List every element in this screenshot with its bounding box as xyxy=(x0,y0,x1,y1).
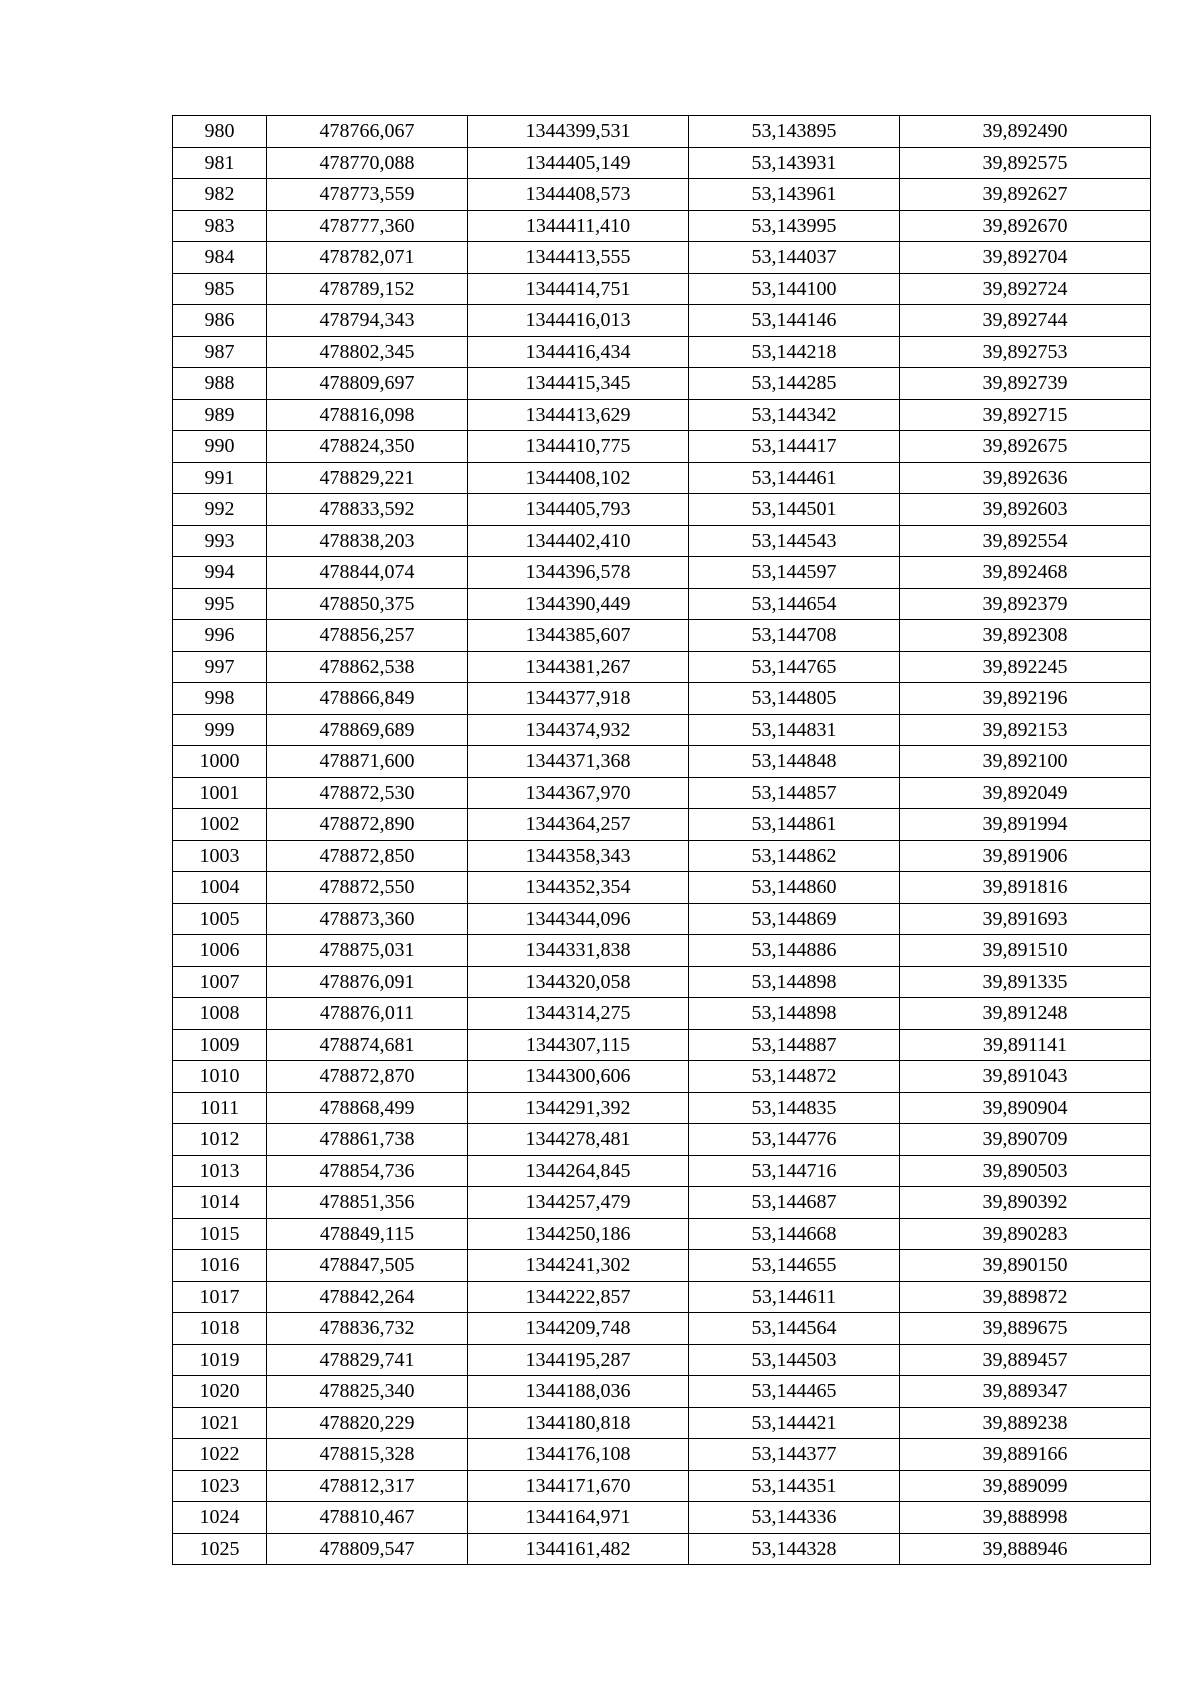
table-row xyxy=(173,588,1151,620)
point-number-cell: 1004 xyxy=(173,872,267,904)
latitude-cell: 53,144328 xyxy=(689,1533,900,1565)
x-coordinate-cell: 478850,375 xyxy=(267,588,468,620)
point-number-cell: 1017 xyxy=(173,1281,267,1313)
point-number-cell: 981 xyxy=(173,147,267,179)
point-number-cell: 987 xyxy=(173,336,267,368)
longitude-cell: 39,890392 xyxy=(900,1187,1151,1219)
latitude-cell: 53,143961 xyxy=(689,179,900,211)
latitude-cell: 53,144869 xyxy=(689,903,900,935)
point-number-cell: 1018 xyxy=(173,1313,267,1345)
longitude-cell: 39,890904 xyxy=(900,1092,1151,1124)
x-coordinate-cell: 478875,031 xyxy=(267,935,468,967)
table-row xyxy=(173,1313,1151,1345)
x-coordinate-cell: 478856,257 xyxy=(267,620,468,652)
y-coordinate-cell: 1344410,775 xyxy=(468,431,689,463)
latitude-cell: 53,144417 xyxy=(689,431,900,463)
x-coordinate-cell: 478872,850 xyxy=(267,840,468,872)
point-number-cell: 986 xyxy=(173,305,267,337)
latitude-cell: 53,144351 xyxy=(689,1470,900,1502)
table-row xyxy=(173,242,1151,274)
x-coordinate-cell: 478770,088 xyxy=(267,147,468,179)
x-coordinate-cell: 478876,011 xyxy=(267,998,468,1030)
y-coordinate-cell: 1344414,751 xyxy=(468,273,689,305)
x-coordinate-cell: 478872,890 xyxy=(267,809,468,841)
table-row xyxy=(173,1187,1151,1219)
table-row xyxy=(173,1092,1151,1124)
point-number-cell: 1020 xyxy=(173,1376,267,1408)
y-coordinate-cell: 1344180,818 xyxy=(468,1407,689,1439)
longitude-cell: 39,891335 xyxy=(900,966,1151,998)
latitude-cell: 53,144872 xyxy=(689,1061,900,1093)
x-coordinate-cell: 478809,547 xyxy=(267,1533,468,1565)
latitude-cell: 53,144342 xyxy=(689,399,900,431)
longitude-cell: 39,892704 xyxy=(900,242,1151,274)
longitude-cell: 39,892744 xyxy=(900,305,1151,337)
y-coordinate-cell: 1344291,392 xyxy=(468,1092,689,1124)
latitude-cell: 53,144831 xyxy=(689,714,900,746)
y-coordinate-cell: 1344405,149 xyxy=(468,147,689,179)
longitude-cell: 39,888998 xyxy=(900,1502,1151,1534)
longitude-cell: 39,889238 xyxy=(900,1407,1151,1439)
table-row xyxy=(173,1376,1151,1408)
point-number-cell: 1006 xyxy=(173,935,267,967)
y-coordinate-cell: 1344416,434 xyxy=(468,336,689,368)
point-number-cell: 1000 xyxy=(173,746,267,778)
latitude-cell: 53,144716 xyxy=(689,1155,900,1187)
longitude-cell: 39,892636 xyxy=(900,462,1151,494)
y-coordinate-cell: 1344300,606 xyxy=(468,1061,689,1093)
table-row xyxy=(173,683,1151,715)
latitude-cell: 53,144564 xyxy=(689,1313,900,1345)
latitude-cell: 53,144100 xyxy=(689,273,900,305)
x-coordinate-cell: 478789,152 xyxy=(267,273,468,305)
table-row xyxy=(173,1250,1151,1282)
longitude-cell: 39,892245 xyxy=(900,651,1151,683)
longitude-cell: 39,892575 xyxy=(900,147,1151,179)
latitude-cell: 53,143995 xyxy=(689,210,900,242)
longitude-cell: 39,891510 xyxy=(900,935,1151,967)
point-number-cell: 1025 xyxy=(173,1533,267,1565)
latitude-cell: 53,144218 xyxy=(689,336,900,368)
point-number-cell: 1013 xyxy=(173,1155,267,1187)
latitude-cell: 53,144687 xyxy=(689,1187,900,1219)
latitude-cell: 53,144377 xyxy=(689,1439,900,1471)
x-coordinate-cell: 478829,741 xyxy=(267,1344,468,1376)
y-coordinate-cell: 1344209,748 xyxy=(468,1313,689,1345)
longitude-cell: 39,891994 xyxy=(900,809,1151,841)
x-coordinate-cell: 478782,071 xyxy=(267,242,468,274)
x-coordinate-cell: 478873,360 xyxy=(267,903,468,935)
longitude-cell: 39,892753 xyxy=(900,336,1151,368)
y-coordinate-cell: 1344171,670 xyxy=(468,1470,689,1502)
point-number-cell: 1003 xyxy=(173,840,267,872)
y-coordinate-cell: 1344408,573 xyxy=(468,179,689,211)
y-coordinate-cell: 1344381,267 xyxy=(468,651,689,683)
latitude-cell: 53,144886 xyxy=(689,935,900,967)
coordinates-table xyxy=(172,115,1151,1565)
x-coordinate-cell: 478829,221 xyxy=(267,462,468,494)
longitude-cell: 39,889872 xyxy=(900,1281,1151,1313)
latitude-cell: 53,144776 xyxy=(689,1124,900,1156)
table-row xyxy=(173,1061,1151,1093)
table-row xyxy=(173,210,1151,242)
y-coordinate-cell: 1344405,793 xyxy=(468,494,689,526)
longitude-cell: 39,890709 xyxy=(900,1124,1151,1156)
x-coordinate-cell: 478854,736 xyxy=(267,1155,468,1187)
table-row xyxy=(173,336,1151,368)
x-coordinate-cell: 478777,360 xyxy=(267,210,468,242)
point-number-cell: 1009 xyxy=(173,1029,267,1061)
x-coordinate-cell: 478809,697 xyxy=(267,368,468,400)
longitude-cell: 39,891043 xyxy=(900,1061,1151,1093)
table-row xyxy=(173,777,1151,809)
latitude-cell: 53,144461 xyxy=(689,462,900,494)
longitude-cell: 39,892308 xyxy=(900,620,1151,652)
latitude-cell: 53,144848 xyxy=(689,746,900,778)
longitude-cell: 39,889166 xyxy=(900,1439,1151,1471)
x-coordinate-cell: 478849,115 xyxy=(267,1218,468,1250)
y-coordinate-cell: 1344399,531 xyxy=(468,116,689,148)
y-coordinate-cell: 1344396,578 xyxy=(468,557,689,589)
table-row xyxy=(173,1533,1151,1565)
latitude-cell: 53,144501 xyxy=(689,494,900,526)
point-number-cell: 1014 xyxy=(173,1187,267,1219)
x-coordinate-cell: 478825,340 xyxy=(267,1376,468,1408)
x-coordinate-cell: 478866,849 xyxy=(267,683,468,715)
y-coordinate-cell: 1344408,102 xyxy=(468,462,689,494)
x-coordinate-cell: 478872,530 xyxy=(267,777,468,809)
point-number-cell: 1023 xyxy=(173,1470,267,1502)
y-coordinate-cell: 1344164,971 xyxy=(468,1502,689,1534)
latitude-cell: 53,144037 xyxy=(689,242,900,274)
y-coordinate-cell: 1344161,482 xyxy=(468,1533,689,1565)
latitude-cell: 53,144708 xyxy=(689,620,900,652)
latitude-cell: 53,144611 xyxy=(689,1281,900,1313)
point-number-cell: 994 xyxy=(173,557,267,589)
coordinates-table-body xyxy=(173,116,1151,1565)
longitude-cell: 39,892049 xyxy=(900,777,1151,809)
x-coordinate-cell: 478812,317 xyxy=(267,1470,468,1502)
y-coordinate-cell: 1344374,932 xyxy=(468,714,689,746)
x-coordinate-cell: 478816,098 xyxy=(267,399,468,431)
point-number-cell: 990 xyxy=(173,431,267,463)
point-number-cell: 995 xyxy=(173,588,267,620)
table-row xyxy=(173,872,1151,904)
table-row xyxy=(173,179,1151,211)
x-coordinate-cell: 478851,356 xyxy=(267,1187,468,1219)
latitude-cell: 53,144835 xyxy=(689,1092,900,1124)
latitude-cell: 53,144887 xyxy=(689,1029,900,1061)
point-number-cell: 993 xyxy=(173,525,267,557)
latitude-cell: 53,144898 xyxy=(689,998,900,1030)
table-row xyxy=(173,966,1151,998)
longitude-cell: 39,891693 xyxy=(900,903,1151,935)
point-number-cell: 998 xyxy=(173,683,267,715)
x-coordinate-cell: 478847,505 xyxy=(267,1250,468,1282)
x-coordinate-cell: 478820,229 xyxy=(267,1407,468,1439)
latitude-cell: 53,144898 xyxy=(689,966,900,998)
latitude-cell: 53,144857 xyxy=(689,777,900,809)
x-coordinate-cell: 478872,550 xyxy=(267,872,468,904)
y-coordinate-cell: 1344413,629 xyxy=(468,399,689,431)
latitude-cell: 53,144860 xyxy=(689,872,900,904)
point-number-cell: 985 xyxy=(173,273,267,305)
point-number-cell: 996 xyxy=(173,620,267,652)
longitude-cell: 39,891906 xyxy=(900,840,1151,872)
table-row xyxy=(173,1439,1151,1471)
y-coordinate-cell: 1344385,607 xyxy=(468,620,689,652)
y-coordinate-cell: 1344331,838 xyxy=(468,935,689,967)
x-coordinate-cell: 478766,067 xyxy=(267,116,468,148)
x-coordinate-cell: 478844,074 xyxy=(267,557,468,589)
point-number-cell: 1021 xyxy=(173,1407,267,1439)
table-row xyxy=(173,1502,1151,1534)
latitude-cell: 53,144543 xyxy=(689,525,900,557)
point-number-cell: 1010 xyxy=(173,1061,267,1093)
table-row xyxy=(173,840,1151,872)
y-coordinate-cell: 1344307,115 xyxy=(468,1029,689,1061)
point-number-cell: 1015 xyxy=(173,1218,267,1250)
point-number-cell: 1011 xyxy=(173,1092,267,1124)
y-coordinate-cell: 1344352,354 xyxy=(468,872,689,904)
longitude-cell: 39,892603 xyxy=(900,494,1151,526)
latitude-cell: 53,144465 xyxy=(689,1376,900,1408)
table-row xyxy=(173,651,1151,683)
table-row xyxy=(173,494,1151,526)
y-coordinate-cell: 1344278,481 xyxy=(468,1124,689,1156)
latitude-cell: 53,143931 xyxy=(689,147,900,179)
y-coordinate-cell: 1344195,287 xyxy=(468,1344,689,1376)
y-coordinate-cell: 1344402,410 xyxy=(468,525,689,557)
y-coordinate-cell: 1344222,857 xyxy=(468,1281,689,1313)
y-coordinate-cell: 1344390,449 xyxy=(468,588,689,620)
table-row xyxy=(173,620,1151,652)
longitude-cell: 39,891141 xyxy=(900,1029,1151,1061)
x-coordinate-cell: 478773,559 xyxy=(267,179,468,211)
longitude-cell: 39,890503 xyxy=(900,1155,1151,1187)
latitude-cell: 53,144336 xyxy=(689,1502,900,1534)
table-row xyxy=(173,1407,1151,1439)
point-number-cell: 982 xyxy=(173,179,267,211)
table-row xyxy=(173,903,1151,935)
table-row xyxy=(173,147,1151,179)
latitude-cell: 53,144805 xyxy=(689,683,900,715)
latitude-cell: 53,144861 xyxy=(689,809,900,841)
longitude-cell: 39,889457 xyxy=(900,1344,1151,1376)
table-row xyxy=(173,431,1151,463)
table-row xyxy=(173,746,1151,778)
x-coordinate-cell: 478842,264 xyxy=(267,1281,468,1313)
point-number-cell: 989 xyxy=(173,399,267,431)
longitude-cell: 39,892490 xyxy=(900,116,1151,148)
longitude-cell: 39,892554 xyxy=(900,525,1151,557)
longitude-cell: 39,892715 xyxy=(900,399,1151,431)
latitude-cell: 53,143895 xyxy=(689,116,900,148)
table-row xyxy=(173,525,1151,557)
x-coordinate-cell: 478815,328 xyxy=(267,1439,468,1471)
latitude-cell: 53,144285 xyxy=(689,368,900,400)
y-coordinate-cell: 1344250,186 xyxy=(468,1218,689,1250)
longitude-cell: 39,892724 xyxy=(900,273,1151,305)
x-coordinate-cell: 478872,870 xyxy=(267,1061,468,1093)
point-number-cell: 999 xyxy=(173,714,267,746)
y-coordinate-cell: 1344176,108 xyxy=(468,1439,689,1471)
longitude-cell: 39,892379 xyxy=(900,588,1151,620)
latitude-cell: 53,144765 xyxy=(689,651,900,683)
longitude-cell: 39,890283 xyxy=(900,1218,1151,1250)
point-number-cell: 1024 xyxy=(173,1502,267,1534)
point-number-cell: 988 xyxy=(173,368,267,400)
x-coordinate-cell: 478869,689 xyxy=(267,714,468,746)
longitude-cell: 39,889675 xyxy=(900,1313,1151,1345)
x-coordinate-cell: 478868,499 xyxy=(267,1092,468,1124)
table-row xyxy=(173,305,1151,337)
table-row xyxy=(173,116,1151,148)
y-coordinate-cell: 1344320,058 xyxy=(468,966,689,998)
table-row xyxy=(173,368,1151,400)
y-coordinate-cell: 1344188,036 xyxy=(468,1376,689,1408)
table-row xyxy=(173,1029,1151,1061)
y-coordinate-cell: 1344377,918 xyxy=(468,683,689,715)
y-coordinate-cell: 1344314,275 xyxy=(468,998,689,1030)
longitude-cell: 39,892670 xyxy=(900,210,1151,242)
latitude-cell: 53,144146 xyxy=(689,305,900,337)
longitude-cell: 39,892739 xyxy=(900,368,1151,400)
x-coordinate-cell: 478838,203 xyxy=(267,525,468,557)
longitude-cell: 39,892196 xyxy=(900,683,1151,715)
x-coordinate-cell: 478833,592 xyxy=(267,494,468,526)
point-number-cell: 983 xyxy=(173,210,267,242)
x-coordinate-cell: 478824,350 xyxy=(267,431,468,463)
point-number-cell: 1007 xyxy=(173,966,267,998)
y-coordinate-cell: 1344367,970 xyxy=(468,777,689,809)
table-row xyxy=(173,399,1151,431)
x-coordinate-cell: 478876,091 xyxy=(267,966,468,998)
point-number-cell: 1002 xyxy=(173,809,267,841)
table-row xyxy=(173,557,1151,589)
point-number-cell: 1001 xyxy=(173,777,267,809)
table-row xyxy=(173,998,1151,1030)
latitude-cell: 53,144421 xyxy=(689,1407,900,1439)
y-coordinate-cell: 1344241,302 xyxy=(468,1250,689,1282)
latitude-cell: 53,144597 xyxy=(689,557,900,589)
latitude-cell: 53,144503 xyxy=(689,1344,900,1376)
longitude-cell: 39,892100 xyxy=(900,746,1151,778)
latitude-cell: 53,144668 xyxy=(689,1218,900,1250)
longitude-cell: 39,892468 xyxy=(900,557,1151,589)
x-coordinate-cell: 478810,467 xyxy=(267,1502,468,1534)
point-number-cell: 992 xyxy=(173,494,267,526)
point-number-cell: 991 xyxy=(173,462,267,494)
table-row xyxy=(173,1124,1151,1156)
longitude-cell: 39,891816 xyxy=(900,872,1151,904)
y-coordinate-cell: 1344415,345 xyxy=(468,368,689,400)
longitude-cell: 39,888946 xyxy=(900,1533,1151,1565)
table-row xyxy=(173,462,1151,494)
x-coordinate-cell: 478874,681 xyxy=(267,1029,468,1061)
x-coordinate-cell: 478836,732 xyxy=(267,1313,468,1345)
x-coordinate-cell: 478871,600 xyxy=(267,746,468,778)
table-row xyxy=(173,1281,1151,1313)
longitude-cell: 39,889099 xyxy=(900,1470,1151,1502)
table-row xyxy=(173,809,1151,841)
latitude-cell: 53,144862 xyxy=(689,840,900,872)
y-coordinate-cell: 1344371,368 xyxy=(468,746,689,778)
longitude-cell: 39,889347 xyxy=(900,1376,1151,1408)
longitude-cell: 39,892627 xyxy=(900,179,1151,211)
x-coordinate-cell: 478802,345 xyxy=(267,336,468,368)
point-number-cell: 980 xyxy=(173,116,267,148)
y-coordinate-cell: 1344358,343 xyxy=(468,840,689,872)
longitude-cell: 39,891248 xyxy=(900,998,1151,1030)
table-row xyxy=(173,935,1151,967)
point-number-cell: 1012 xyxy=(173,1124,267,1156)
point-number-cell: 1016 xyxy=(173,1250,267,1282)
x-coordinate-cell: 478794,343 xyxy=(267,305,468,337)
point-number-cell: 1019 xyxy=(173,1344,267,1376)
table-row xyxy=(173,1155,1151,1187)
point-number-cell: 984 xyxy=(173,242,267,274)
y-coordinate-cell: 1344344,096 xyxy=(468,903,689,935)
y-coordinate-cell: 1344413,555 xyxy=(468,242,689,274)
x-coordinate-cell: 478862,538 xyxy=(267,651,468,683)
point-number-cell: 1005 xyxy=(173,903,267,935)
latitude-cell: 53,144654 xyxy=(689,588,900,620)
longitude-cell: 39,890150 xyxy=(900,1250,1151,1282)
y-coordinate-cell: 1344411,410 xyxy=(468,210,689,242)
latitude-cell: 53,144655 xyxy=(689,1250,900,1282)
point-number-cell: 1022 xyxy=(173,1439,267,1471)
point-number-cell: 1008 xyxy=(173,998,267,1030)
longitude-cell: 39,892675 xyxy=(900,431,1151,463)
y-coordinate-cell: 1344264,845 xyxy=(468,1155,689,1187)
table-row xyxy=(173,273,1151,305)
longitude-cell: 39,892153 xyxy=(900,714,1151,746)
y-coordinate-cell: 1344416,013 xyxy=(468,305,689,337)
x-coordinate-cell: 478861,738 xyxy=(267,1124,468,1156)
point-number-cell: 997 xyxy=(173,651,267,683)
y-coordinate-cell: 1344257,479 xyxy=(468,1187,689,1219)
table-row xyxy=(173,1344,1151,1376)
y-coordinate-cell: 1344364,257 xyxy=(468,809,689,841)
table-row xyxy=(173,714,1151,746)
table-row xyxy=(173,1470,1151,1502)
table-row xyxy=(173,1218,1151,1250)
